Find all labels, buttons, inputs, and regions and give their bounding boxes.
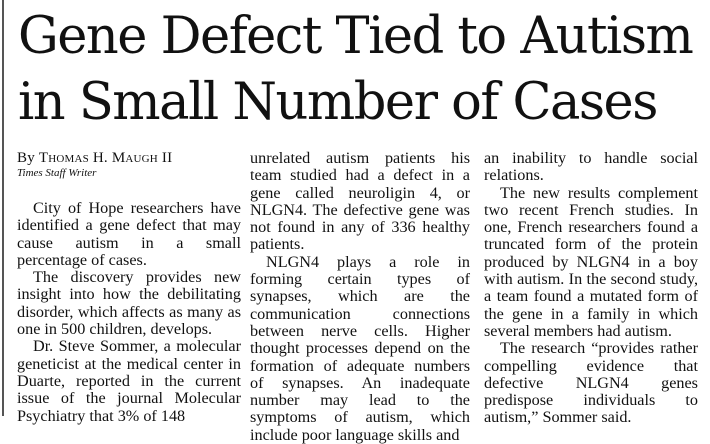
paragraph: an inability to handle social relations. <box>484 149 698 185</box>
byline-by: By <box>17 150 35 166</box>
column-3 <box>484 150 698 427</box>
column-1 <box>17 150 241 425</box>
paragraph: The new results complement two recent French studies. In one, French researchers found a truncated form of the protein produced by NLGN4 in a boy with autism. In the second study, a team found a mutated form of the gene in a family in which several members had autism. <box>484 183 698 340</box>
byline <box>17 150 241 167</box>
byline-role: Times Staff Writer <box>17 167 97 179</box>
paragraph: NLGN4 plays a role in forming certain types of synapses, which are the communication connections between nerve cells. Higher thought processes depend on the formation of adequate numbers of synapses. An inadequate number may lead to the symptoms of autism, which include poor language skills and <box>250 252 470 444</box>
headline-line-1: Gene Defect Tied to Autism <box>18 7 693 66</box>
paragraph: The discovery provides new insight into how the debilitating disorder, which affects as many as one in 500 children, develops. <box>17 268 241 339</box>
headline-line-2: in Small Number of Cases <box>18 73 657 132</box>
paragraph: City of Hope researchers have identified a gene defect that may cause autism in a small percentage of cases. <box>17 199 241 269</box>
paragraph: The research “provides rather compelling evidence that defective NLGN4 genes predispose individuals to autism,” Sommer said. <box>484 339 698 427</box>
byline-author: Thomas H. Maugh II <box>38 150 173 166</box>
paragraph: Dr. Steve Sommer, a molecular geneticist at the medical center in Duarte, reported in the current issue of the journal Molecular Psychiatry that 3% of 148 <box>17 337 241 425</box>
column-2 <box>250 150 470 444</box>
left-border-rule <box>2 0 4 416</box>
headline <box>18 4 708 136</box>
paragraph: unrelated autism patients his team studied had a defect in a gene called neuroligin 4, or NLGN4. The defective gene was not found in any of 336 healthy patients. <box>250 149 470 254</box>
